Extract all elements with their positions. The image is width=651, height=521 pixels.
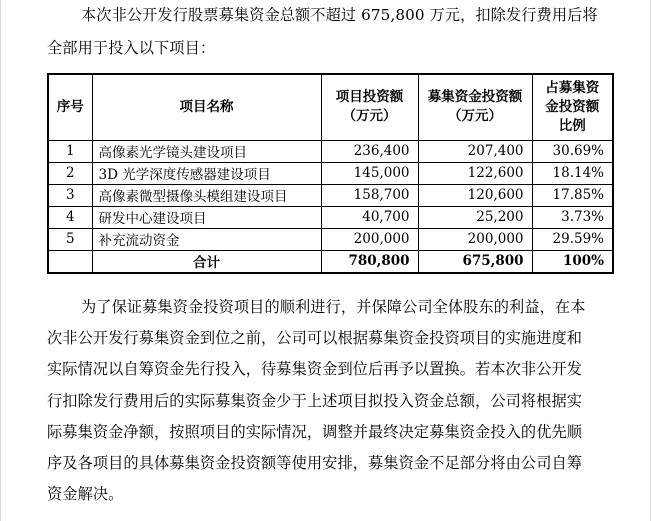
table-row xyxy=(48,162,613,184)
total-no-cell xyxy=(48,250,92,273)
table-header-row xyxy=(48,74,613,140)
row-ratio: 30.69% xyxy=(532,140,613,162)
row-raised: 120,600 xyxy=(418,184,532,206)
table-row xyxy=(48,228,613,250)
intro-line-1: 本次非公开发行股票募集资金总额不超过 675,800 万元，扣除发行费用后将 xyxy=(81,6,598,24)
total-investment: 780,800 xyxy=(321,250,418,273)
row-raised: 207,400 xyxy=(418,140,532,162)
row-raised: 122,600 xyxy=(418,162,532,184)
row-investment: 145,000 xyxy=(321,162,418,184)
row-project-name: 研发中心建设项目 xyxy=(92,206,321,228)
body-line-4: 行扣除发行费用后的实际募集资金少于上述项目拟投入资金总额，公司将根据实 xyxy=(47,392,583,410)
header-raised-investment: 募集资金投资额 （万元） xyxy=(418,74,532,140)
header-no: 序号 xyxy=(48,74,92,140)
row-raised: 25,200 xyxy=(418,206,532,228)
row-project-name: 高像素光学镜头建设项目 xyxy=(92,140,321,162)
total-raised: 675,800 xyxy=(418,250,532,273)
body-line-1: 为了保证募集资金投资项目的顺利进行，并保障公司全体股东的利益，在本 xyxy=(81,298,586,316)
intro-line-2: 全部用于投入以下项目： xyxy=(47,39,216,57)
body-line-7: 资金解决。 xyxy=(47,485,124,503)
total-ratio: 100% xyxy=(532,250,613,273)
table-row xyxy=(48,184,613,206)
header-ratio: 占募集资 金投资额 比例 xyxy=(532,74,613,140)
row-no: 4 xyxy=(48,206,92,228)
body-line-3: 实际情况以自筹资金先行投入，待募集资金到位后再予以置换。若本次非公开发 xyxy=(47,360,583,378)
row-no: 3 xyxy=(48,184,92,206)
total-label: 合计 xyxy=(92,250,321,273)
body-line-5: 际募集资金净额，按照项目的实际情况，调整并最终决定募集资金投入的优先顺 xyxy=(47,423,583,441)
header-project-investment: 项目投资额 （万元） xyxy=(321,74,418,140)
row-project-name: 补充流动资金 xyxy=(92,228,321,250)
table-row xyxy=(48,140,613,162)
row-no: 2 xyxy=(48,162,92,184)
table-total-row xyxy=(48,250,613,273)
row-ratio: 18.14% xyxy=(532,162,613,184)
row-raised: 200,000 xyxy=(418,228,532,250)
row-project-name: 高像素微型摄像头模组建设项目 xyxy=(92,184,321,206)
header-project-name: 项目名称 xyxy=(92,74,321,140)
row-project-name: 3D 光学深度传感器建设项目 xyxy=(92,162,321,184)
row-ratio: 29.59% xyxy=(532,228,613,250)
row-ratio: 17.85% xyxy=(532,184,613,206)
row-ratio: 3.73% xyxy=(532,206,613,228)
row-investment: 236,400 xyxy=(321,140,418,162)
row-investment: 200,000 xyxy=(321,228,418,250)
table-row xyxy=(48,206,613,228)
row-investment: 40,700 xyxy=(321,206,418,228)
row-investment: 158,700 xyxy=(321,184,418,206)
row-no: 1 xyxy=(48,140,92,162)
project-investment-table xyxy=(47,73,614,274)
body-line-2: 次非公开发行募集资金到位之前，公司可以根据募集资金投资项目的实施进度和 xyxy=(47,329,583,347)
row-no: 5 xyxy=(48,228,92,250)
body-line-6: 序及各项目的具体募集资金投资额等使用安排，募集资金不足部分将由公司自筹 xyxy=(47,454,583,472)
